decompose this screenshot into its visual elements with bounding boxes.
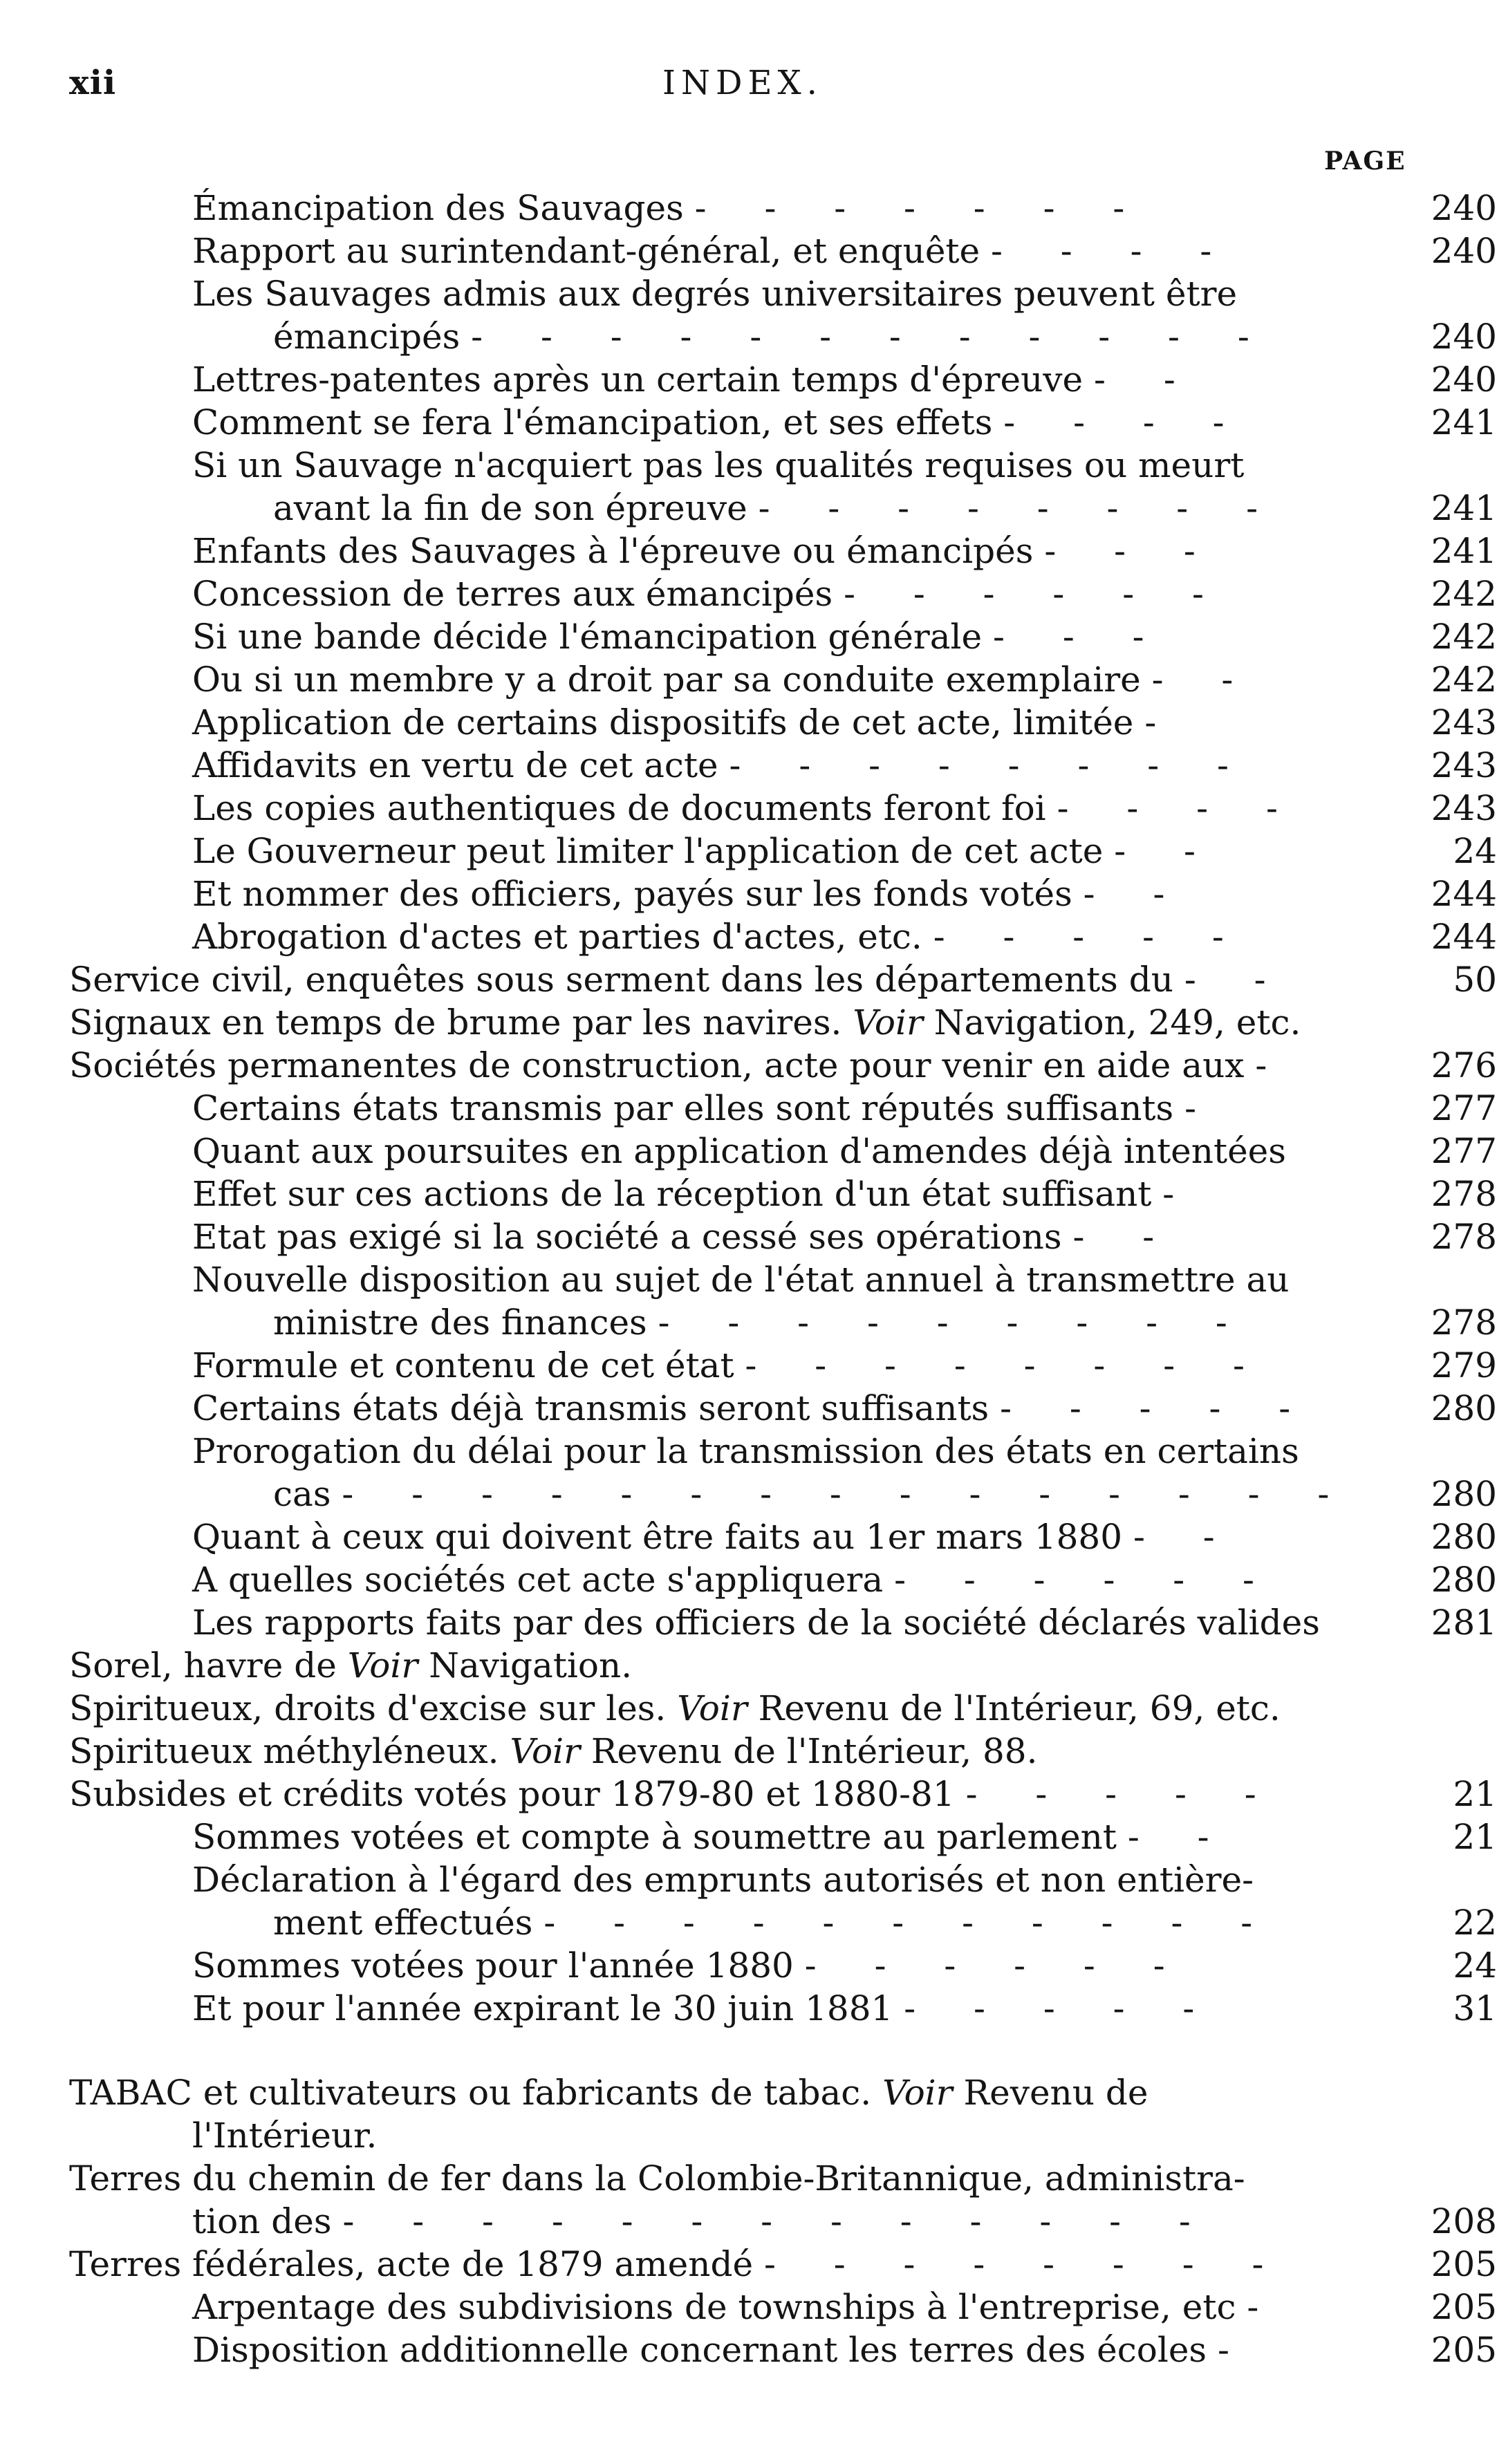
entry-text: [192, 1601, 1320, 1644]
entry-text: [69, 1687, 1281, 1730]
entry-page-number: 280: [1431, 1474, 1497, 1514]
index-entry: [192, 787, 1497, 830]
index-entry: [192, 1387, 1497, 1430]
entry-text: [192, 2328, 1253, 2371]
entry-page-number: 278: [1431, 1217, 1497, 1257]
entry-page-number: 280: [1431, 1517, 1497, 1557]
entry-text: [192, 615, 1168, 658]
entry-text: [273, 315, 1273, 358]
see-reference: Voir: [853, 1002, 923, 1043]
entry-label: Ou si un membre y a droit par sa conduite exemplaire: [192, 660, 1141, 700]
entry-page-number: 21: [1453, 1817, 1497, 1857]
index-entry: [192, 701, 1497, 744]
entry-text: [192, 915, 1247, 958]
entry-text: [192, 701, 1180, 744]
index-entry: [69, 1044, 1497, 1087]
dot-leader: - - -: [1044, 531, 1219, 571]
entry-label: Quant à ceux qui doivent être faits au 1er mars 1880: [192, 1517, 1123, 1557]
entry-label: Comment se fera l'émancipation, et ses effets: [192, 402, 993, 442]
dot-leader: - - - - - -: [804, 1945, 1189, 1986]
dot-leader: - - - - -: [965, 1774, 1280, 1814]
index-entry: [192, 915, 1497, 958]
entry-page-number: 277: [1431, 1088, 1497, 1128]
entry-text: [192, 1258, 1289, 1301]
entry-label: Les copies authentiques de documents feront foi: [192, 788, 1046, 828]
entry-text: [192, 1558, 1278, 1601]
entry-text: [192, 1858, 1254, 1901]
entry-text: [69, 1773, 1280, 1816]
entry-label: TABAC et cultivateurs ou fabricants de tabac.: [69, 2073, 872, 2113]
index-entry: [192, 1601, 1497, 1644]
index-entry: [192, 1944, 1497, 1987]
entry-page-number: 244: [1431, 917, 1497, 957]
entry-page-number: 243: [1431, 788, 1497, 828]
entry-text: [192, 230, 1235, 272]
entry-text: [273, 487, 1281, 530]
entry-label: A quelles sociétés cet acte s'appliquera: [192, 1560, 884, 1600]
entry-page-number: 278: [1431, 1303, 1497, 1343]
dot-leader: - - - - -: [904, 1988, 1218, 2028]
index-entry: [192, 444, 1497, 487]
entry-text: [69, 1044, 1290, 1087]
index-entry: [192, 1558, 1497, 1601]
entry-page-number: 241: [1431, 402, 1497, 442]
entry-text: [192, 1215, 1178, 1258]
index-entry: [192, 1430, 1497, 1473]
entry-text: [192, 2286, 1282, 2328]
entry-label: émancipés: [273, 317, 461, 357]
entry-label: Application de certains dispositifs de cet acte, limitée: [192, 702, 1134, 743]
dot-leader: - - -: [993, 617, 1168, 657]
entry-page-number: 276: [1431, 1045, 1497, 1085]
entry-label: Spiritueux méthyléneux.: [69, 1731, 499, 1771]
entry-label: Lettres-patentes après un certain temps d'épreuve: [192, 360, 1084, 400]
entry-label: Abrogation d'actes et parties d'actes, etc.: [192, 917, 922, 957]
entry-page-number: 24: [1453, 831, 1497, 871]
dot-leader: -: [1144, 702, 1180, 743]
entry-label: Effet sur ces actions de la réception d'un état suffisant: [192, 1174, 1152, 1214]
entry-label: Concession de terres aux émancipés: [192, 574, 833, 614]
dot-leader: -: [1247, 2287, 1283, 2327]
dot-leader: - -: [1083, 874, 1189, 914]
entry-label: ministre des finances: [273, 1303, 647, 1343]
index-entry: [192, 658, 1497, 701]
entry-text: [192, 2200, 1214, 2243]
entry-label: Prorogation du délai pour la transmission des états en certains: [192, 1431, 1299, 1471]
index-entries: [0, 187, 1497, 2371]
entry-page-number: 31: [1453, 1988, 1497, 2028]
see-reference: Voir: [677, 1688, 747, 1728]
page-column-label: PAGE: [1324, 147, 1406, 176]
index-entry: [69, 958, 1497, 1001]
entry-text: [69, 1730, 1038, 1773]
entry-page-number: 205: [1431, 2244, 1497, 2284]
dot-leader: - - - - - - - - - - - - - - -: [342, 1474, 1353, 1514]
entry-label: Sorel, havre de: [69, 1645, 337, 1686]
index-entry: [192, 530, 1497, 572]
entry-text: [192, 272, 1237, 315]
entry-label: Spiritueux, droits d'excise sur les.: [69, 1688, 667, 1728]
entry-text: [192, 1430, 1299, 1473]
entry-text: [192, 2114, 377, 2157]
entry-label: Nouvelle disposition au sujet de l'état annuel à transmettre au: [192, 1260, 1290, 1300]
entry-label: avant la fin de son épreuve: [273, 488, 747, 528]
entry-text: [192, 358, 1199, 401]
entry-page-number: 240: [1431, 360, 1497, 400]
entry-label: Les rapports faits par des officiers de la société déclarés valides: [192, 1603, 1320, 1643]
entry-text: [192, 1987, 1218, 2030]
entry-text: [192, 444, 1244, 487]
entry-label: Quant aux poursuites en application d'amendes déjà intentées: [192, 1131, 1286, 1171]
dot-leader: - - - -: [1003, 402, 1248, 442]
entry-label: Etat pas exigé si la société a cessé ses opérations: [192, 1217, 1062, 1257]
reference-target: Revenu de l'Intérieur, 69, etc.: [758, 1688, 1281, 1728]
entry-label: Les Sauvages admis aux degrés universitaires peuvent être: [192, 274, 1238, 314]
entry-text: [192, 1344, 1268, 1387]
index-entry: [192, 230, 1497, 272]
index-entry: [192, 272, 1497, 315]
index-entry: [192, 830, 1497, 872]
entry-label: Rapport au surintendant-général, et enquête: [192, 231, 980, 271]
dot-leader: - - - -: [991, 231, 1236, 271]
index-entry: [192, 744, 1497, 787]
index-entry: [273, 1473, 1497, 1515]
entry-label: Service civil, enquêtes sous serment dans les départements du: [69, 960, 1173, 1000]
entry-label: Certains états transmis par elles sont réputés suffisants: [192, 1088, 1174, 1128]
index-entry: [192, 187, 1497, 230]
entry-page-number: 205: [1431, 2330, 1497, 2370]
reference-target: Navigation, 249, etc.: [933, 1002, 1301, 1043]
entry-label: l'Intérieur.: [192, 2116, 378, 2156]
index-entry: [192, 2114, 1497, 2157]
entry-label: Si un Sauvage n'acquiert pas les qualités requises ou meurt: [192, 445, 1245, 485]
dot-leader: -: [1218, 2330, 1253, 2370]
dot-leader: -: [1255, 1045, 1291, 1085]
entry-label: Sociétés permanentes de construction, acte pour venir en aide aux: [69, 1045, 1245, 1085]
entry-label: Arpentage des subdivisions de townships à l'entreprise, etc: [192, 2287, 1236, 2327]
see-reference: Voir: [510, 1731, 580, 1771]
entry-page-number: 242: [1431, 660, 1497, 700]
index-entry: [69, 2157, 1497, 2200]
dot-leader: - -: [1184, 960, 1290, 1000]
dot-leader: - -: [1094, 360, 1199, 400]
entry-text: [69, 1644, 632, 1687]
entry-page-number: 280: [1431, 1560, 1497, 1600]
index-entry: [192, 1987, 1497, 2030]
dot-leader: -: [1162, 1174, 1198, 1214]
entry-text: [192, 1515, 1238, 1558]
entry-label: Terres du chemin de fer dans la Colombie-Britannique, administra-: [69, 2158, 1245, 2199]
entry-label: Si une bande décide l'émancipation générale: [192, 617, 983, 657]
entry-page-number: 50: [1453, 960, 1497, 1000]
index-entry: [192, 2200, 1497, 2243]
entry-text: [192, 1130, 1286, 1173]
dot-leader: - - - - - - - -: [763, 2244, 1287, 2284]
entry-page-number: 243: [1431, 702, 1497, 743]
dot-leader: - - - - - - - - -: [658, 1303, 1251, 1343]
dot-leader: - - - - - - - - - - -: [543, 1903, 1276, 1943]
index-entry: [192, 2328, 1497, 2371]
index-entry: [192, 2286, 1497, 2328]
dot-leader: - - - - - -: [844, 574, 1227, 614]
entry-label: ment effectués: [273, 1903, 533, 1943]
dot-leader: - - - - -: [933, 917, 1247, 957]
entry-label: Sommes votées pour l'année 1880: [192, 1945, 794, 1986]
dot-leader: -: [1184, 1088, 1220, 1128]
see-reference: Voir: [347, 1645, 418, 1686]
entry-page-number: 279: [1431, 1345, 1497, 1385]
entry-text: [192, 572, 1227, 615]
entry-text: [192, 658, 1256, 701]
entry-page-number: 281: [1431, 1603, 1497, 1643]
entry-page-number: 208: [1431, 2201, 1497, 2241]
entry-label: Signaux en temps de brume par les navires.: [69, 1002, 842, 1043]
index-entry: [192, 401, 1497, 444]
entry-text: [192, 744, 1252, 787]
entry-text: [192, 872, 1188, 915]
entry-page-number: 205: [1431, 2287, 1497, 2327]
entry-page-number: 242: [1431, 617, 1497, 657]
dot-leader: - - - - - - - - - - - -: [471, 317, 1273, 357]
index-entry: [69, 2243, 1497, 2286]
entry-page-number: 240: [1431, 317, 1497, 357]
index-entry: [69, 1730, 1497, 1773]
entry-label: Disposition additionnelle concernant les terres des écoles: [192, 2330, 1207, 2370]
entry-text: [273, 1301, 1251, 1344]
index-entry: [192, 1087, 1497, 1130]
dot-leader: - - - - - - - - - - - - -: [342, 2201, 1214, 2241]
entry-page-number: 240: [1431, 231, 1497, 271]
entry-label: Subsides et crédits votés pour 1879-80 et 1880-81: [69, 1774, 955, 1814]
dot-leader: - - - -: [1057, 788, 1301, 828]
entry-label: Affidavits en vertu de cet acte: [192, 745, 718, 785]
entry-text: [192, 787, 1301, 830]
index-entry: [192, 1515, 1497, 1558]
entry-text: [69, 2157, 1245, 2200]
entry-text: [192, 1087, 1220, 1130]
entry-label: Émancipation des Sauvages: [192, 188, 684, 228]
reference-target: Revenu de: [963, 2073, 1149, 2113]
entry-page-number: 242: [1431, 574, 1497, 614]
dot-leader: - - - - - -: [894, 1560, 1278, 1600]
entry-text: [192, 401, 1248, 444]
entry-page-number: 244: [1431, 874, 1497, 914]
entry-text: [69, 2243, 1287, 2286]
entry-label: Le Gouverneur peut limiter l'application de cet acte: [192, 831, 1104, 871]
index-entry: [273, 1901, 1497, 1944]
entry-page-number: 24: [1453, 1945, 1497, 1986]
index-entry: [273, 315, 1497, 358]
entry-text: [273, 1901, 1276, 1944]
entry-label: Sommes votées et compte à soumettre au parlement: [192, 1817, 1117, 1857]
entry-label: Certains états déjà transmis seront suffisants: [192, 1388, 989, 1428]
index-entry: [273, 487, 1497, 530]
entry-page-number: 241: [1431, 531, 1497, 571]
entry-text: [192, 1944, 1189, 1987]
entry-text: [69, 2071, 1148, 2114]
running-title: INDEX.: [662, 64, 823, 102]
dot-leader: - -: [1114, 831, 1219, 871]
index-entry: [192, 1816, 1497, 1858]
index-entry: [192, 1258, 1497, 1301]
dot-leader: - - - - -: [1000, 1388, 1314, 1428]
dot-leader: - -: [1151, 660, 1257, 700]
index-entry: [192, 1215, 1497, 1258]
index-entry: [192, 1858, 1497, 1901]
index-entry: [192, 358, 1497, 401]
dot-leader: - -: [1072, 1217, 1178, 1257]
index-entry: [192, 1344, 1497, 1387]
dot-leader: - -: [1127, 1817, 1233, 1857]
entry-text: [192, 830, 1219, 872]
entry-label: tion des: [192, 2201, 332, 2241]
index-entry: [69, 1001, 1497, 1044]
entry-page-number: 277: [1431, 1131, 1497, 1171]
dot-leader: - - - - - - - -: [758, 488, 1281, 528]
index-entry: [192, 1173, 1497, 1215]
dot-leader: - -: [1133, 1517, 1238, 1557]
index-entry: [69, 1773, 1497, 1816]
index-entry: [273, 1301, 1497, 1344]
entry-label: Formule et contenu de cet état: [192, 1345, 734, 1385]
index-entry: [69, 2071, 1497, 2114]
entry-text: [192, 1816, 1233, 1858]
entry-page-number: 21: [1453, 1774, 1497, 1814]
entry-page-number: 243: [1431, 745, 1497, 785]
entry-label: Enfants des Sauvages à l'épreuve ou émancipés: [192, 531, 1034, 571]
page-number: xii: [69, 64, 117, 102]
entry-label: Et nommer des officiers, payés sur les fonds votés: [192, 874, 1072, 914]
entry-text: [273, 1473, 1352, 1515]
entry-text: [192, 530, 1219, 572]
dot-leader: - - - - - - -: [694, 188, 1149, 228]
entry-label: Terres fédérales, acte de 1879 amendé: [69, 2244, 754, 2284]
index-entry: [192, 872, 1497, 915]
index-entry: [69, 1644, 1497, 1687]
entry-text: [192, 1387, 1314, 1430]
entry-page-number: 22: [1453, 1903, 1497, 1943]
entry-label: cas: [273, 1474, 331, 1514]
index-entry: [192, 615, 1497, 658]
entry-page-number: 240: [1431, 188, 1497, 228]
entry-text: [69, 1001, 1301, 1044]
entry-label: Déclaration à l'égard des emprunts autorisés et non entière-: [192, 1860, 1254, 1900]
entry-text: [69, 958, 1290, 1001]
index-entry: [192, 572, 1497, 615]
entry-page-number: 280: [1431, 1388, 1497, 1428]
dot-leader: - - - - - - - -: [745, 1345, 1268, 1385]
index-entry: [192, 1130, 1497, 1173]
dot-leader: - - - - - - - -: [729, 745, 1252, 785]
entry-label: Et pour l'année expirant le 30 juin 1881: [192, 1988, 893, 2028]
entry-text: [192, 187, 1148, 230]
see-reference: Voir: [882, 2073, 953, 2113]
reference-target: Navigation.: [429, 1645, 633, 1686]
entry-page-number: 241: [1431, 488, 1497, 528]
reference-target: Revenu de l'Intérieur, 88.: [591, 1731, 1038, 1771]
index-entry: [69, 1687, 1497, 1730]
entry-page-number: 278: [1431, 1174, 1497, 1214]
entry-text: [192, 1173, 1198, 1215]
